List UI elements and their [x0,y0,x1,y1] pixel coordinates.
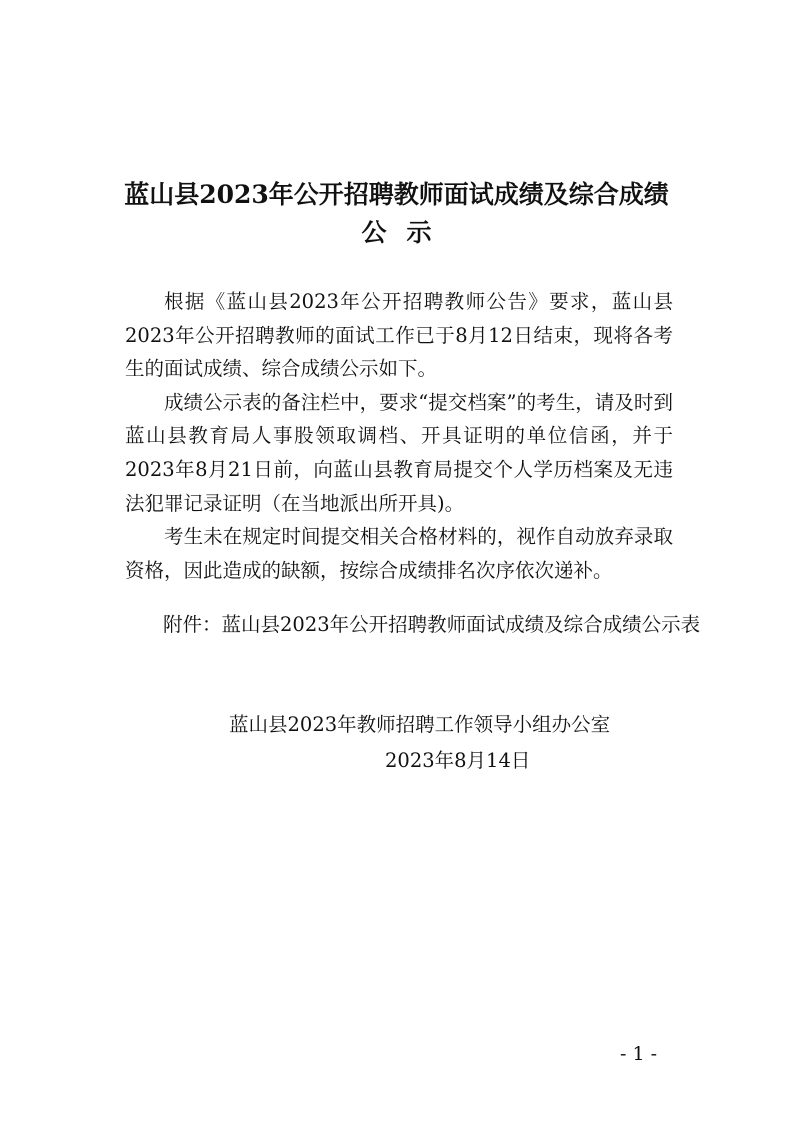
signature-date: 2023年8月14日 [385,749,531,772]
page-number: - 1 - [620,1043,658,1065]
signature-org: 蓝山县2023年教师招聘工作领导小组办公室 [229,713,611,736]
paragraph-3: 考生未在规定时间提交相关合格材料的，视作自动放弃录取资格，因此造成的缺额，按综合成绩排名次序依次递补。 [125,525,673,582]
attachment-line: 附件：蓝山县2023年公开招聘教师面试成绩及综合成绩公示表 [163,613,701,636]
document-body [125,285,673,587]
paragraph-1: 根据《蓝山县2023年公开招聘教师公告》要求，蓝山县2023年公开招聘教师的面试工作已于8月12日结束，现将各考生的面试成绩、综合成绩公示如下。 [125,290,673,381]
signature-block [229,707,669,779]
paragraph-2: 成绩公示表的备注栏中，要求“提交档案”的考生，请及时到蓝山县教育局人事股领取调档、开具证明的单位信函，并于2023年8月21日前，向蓝山县教育局提交个人学历档案及无违法犯罪记录证明（在当地派出所开具)。 [125,390,673,515]
document-subtitle: 公示 [361,218,452,247]
document-title: 蓝山县2023年公开招聘教师面试成绩及综合成绩 [124,180,669,209]
